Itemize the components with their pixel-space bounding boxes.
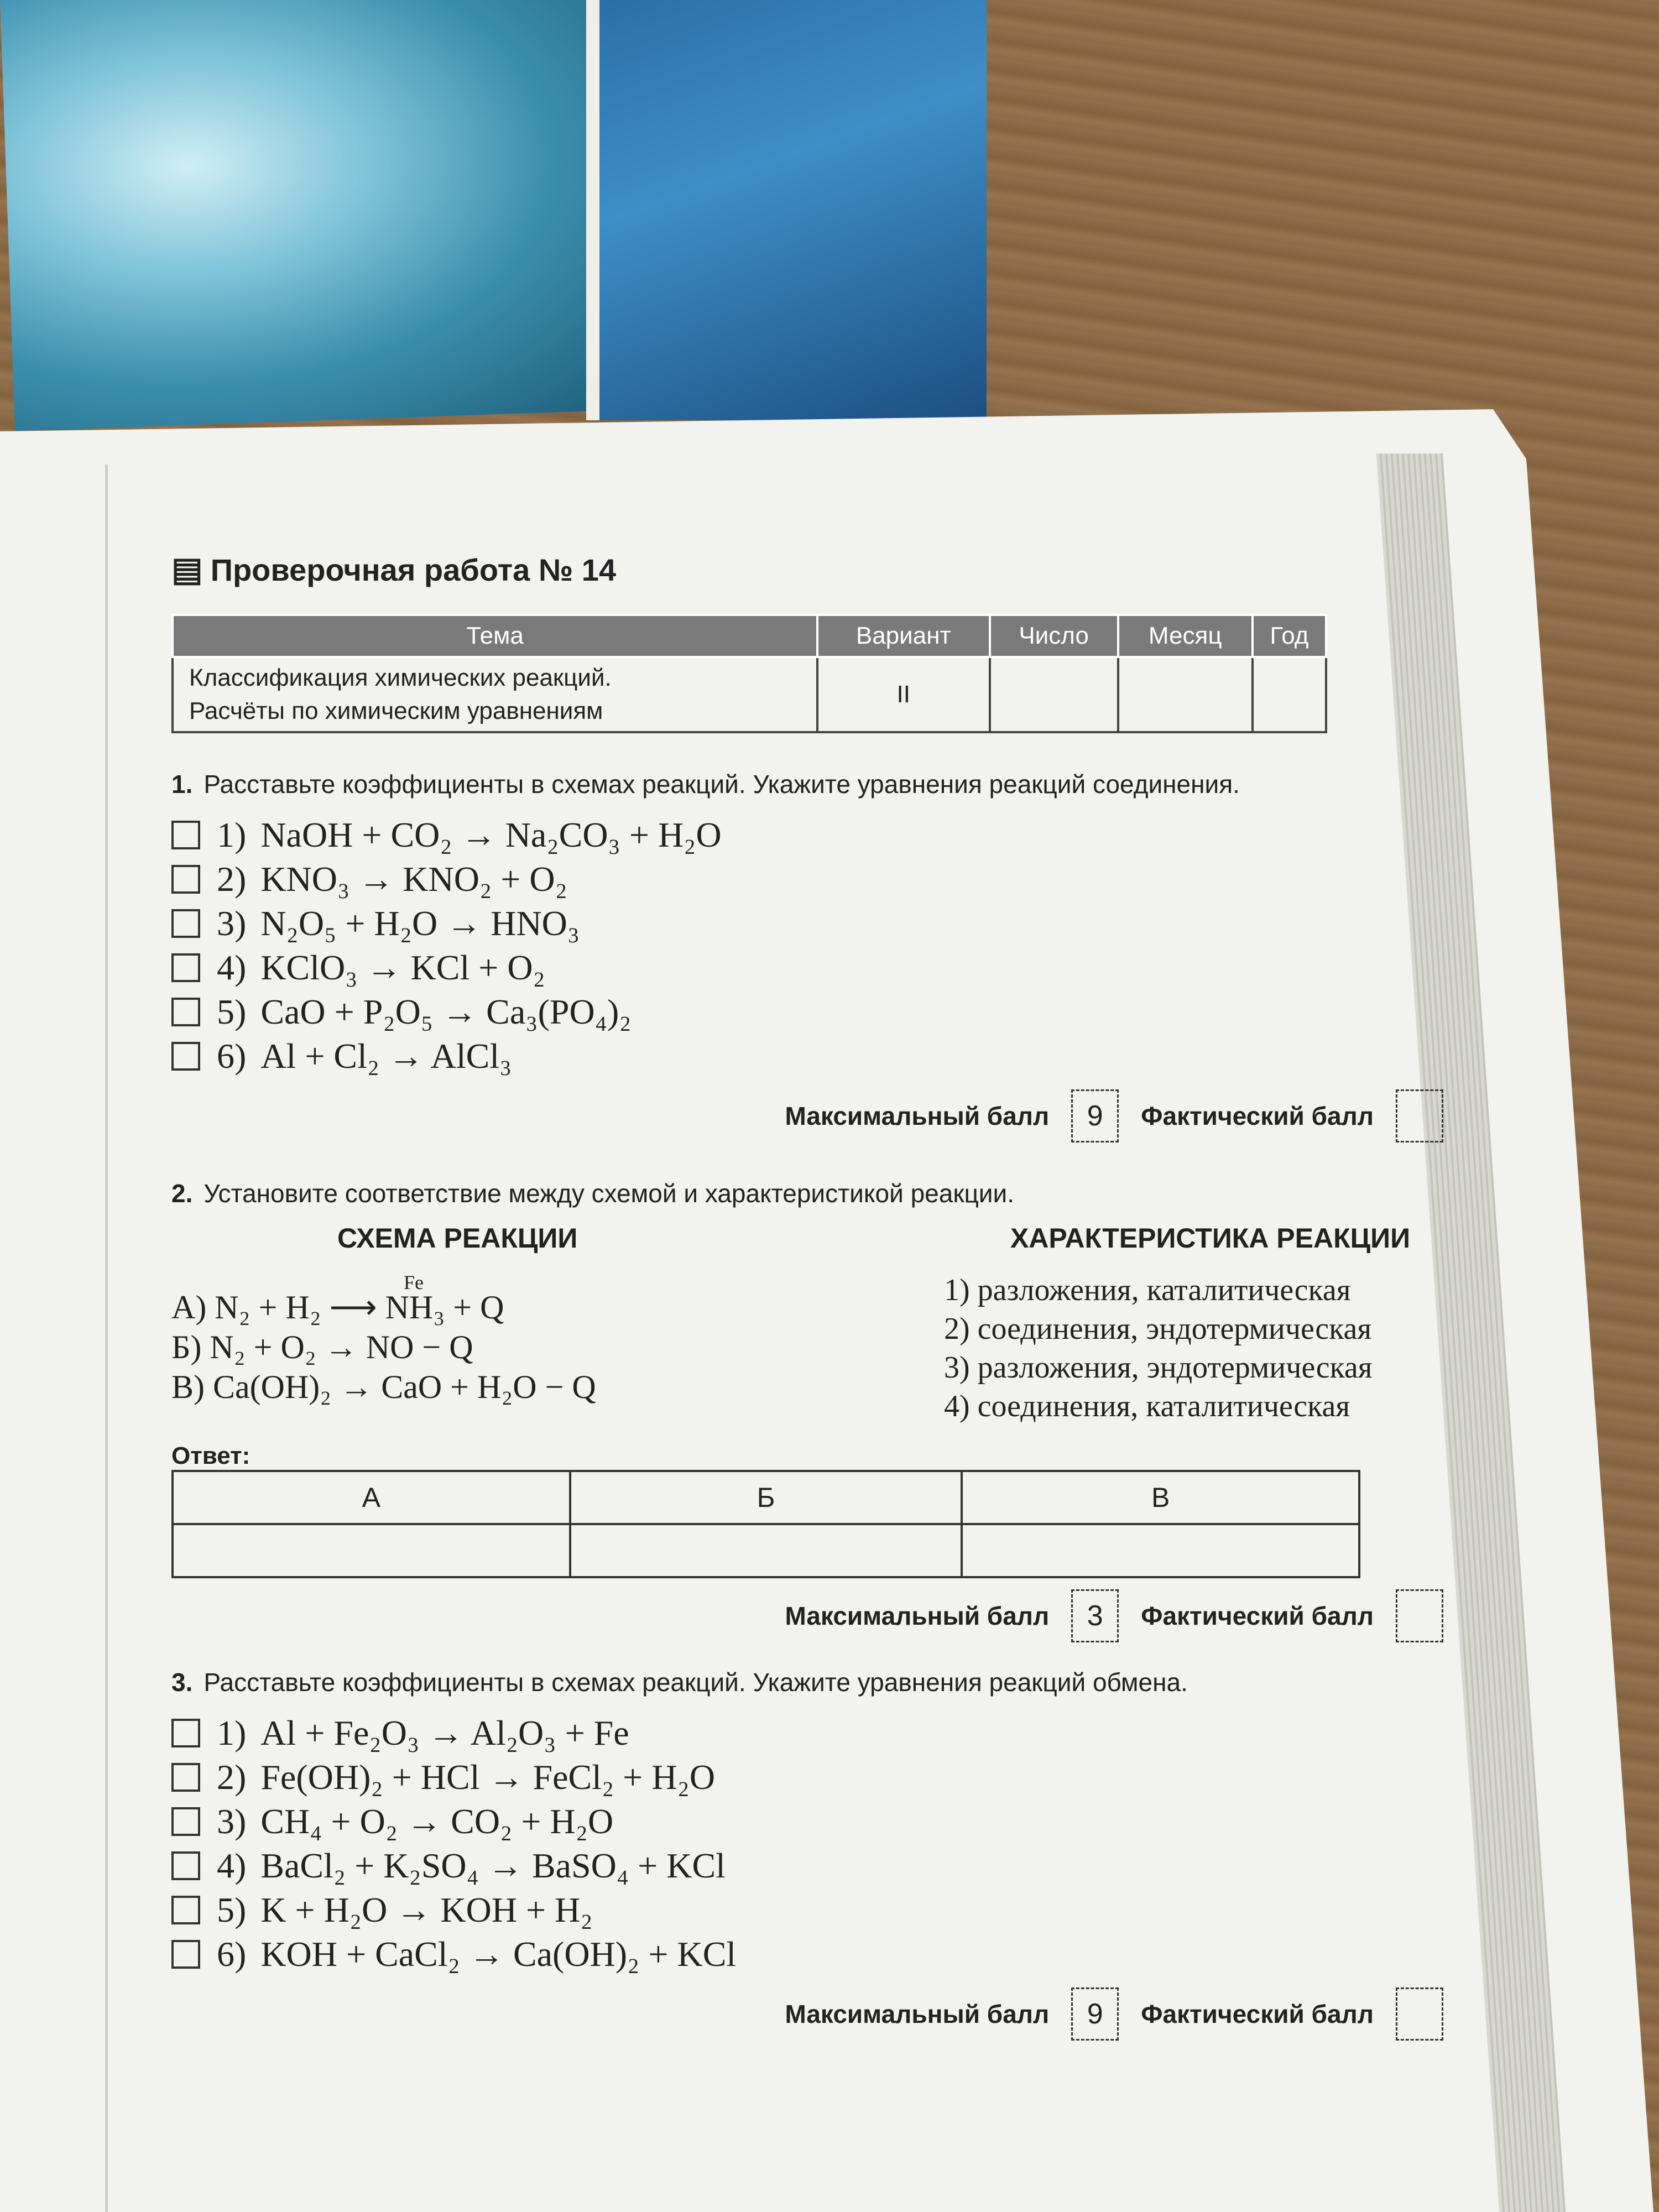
answer-cell-b[interactable]: [570, 1524, 962, 1577]
checkbox[interactable]: [171, 1940, 200, 1969]
textbook-cover: [0, 0, 623, 431]
second-book: [586, 0, 987, 420]
task-2-columns: [171, 1222, 1443, 1426]
col-month: Месяц: [1118, 615, 1253, 657]
checkbox[interactable]: [171, 821, 200, 849]
notebook-icon: ▤: [171, 551, 203, 588]
checkbox[interactable]: [171, 998, 200, 1026]
max-score: 9: [1071, 1987, 1119, 2041]
equation-item: 6) KOH + CaCl₂ → Ca(OH)₂ + KCl: [171, 1932, 1443, 1976]
answer-cell-c[interactable]: [962, 1524, 1359, 1577]
answer-col-a: А: [173, 1471, 570, 1524]
equation-item: 5) K + H₂O → KOH + H₂: [171, 1888, 1443, 1932]
checkbox[interactable]: [171, 865, 200, 894]
actual-score-box[interactable]: [1396, 1987, 1443, 2041]
equation-item: 4) KClO₃ → KCl + O₂: [171, 946, 1443, 990]
page-title: ▤ Проверочная работа № 14: [171, 551, 617, 588]
checkbox[interactable]: [171, 1042, 200, 1071]
info-table: [171, 614, 1327, 733]
max-score: 3: [1071, 1589, 1119, 1642]
task-2: 2. Установите соответствие между схемой и характеристикой реакции.: [171, 1179, 1014, 1208]
answer-cell-a[interactable]: [173, 1524, 570, 1577]
worksheet-content: [171, 547, 1443, 2041]
catalyst-label: Fe: [404, 1271, 424, 1293]
checkbox[interactable]: [171, 953, 200, 982]
equation-item: 6) Al + Cl₂ → AlCl₃: [171, 1034, 1443, 1078]
answer-label: Ответ:: [171, 1442, 251, 1469]
task-3-score: Максимальный балл 9 Фактический балл: [171, 1987, 1443, 2041]
checkbox[interactable]: [171, 1807, 200, 1836]
equation-item: 4) BaCl₂ + K₂SO₄ → BaSO₄ + KCl: [171, 1844, 1443, 1888]
checkbox[interactable]: [171, 1719, 200, 1747]
task-3-items: [171, 1711, 1443, 1976]
page-margin-line: [105, 465, 108, 2212]
equation-item: 2) KNO₃ → KNO₂ + O₂: [171, 857, 1443, 901]
answer-col-c: В: [962, 1471, 1359, 1524]
checkbox[interactable]: [171, 1763, 200, 1792]
checkbox[interactable]: [171, 909, 200, 938]
checkbox[interactable]: [171, 1896, 200, 1924]
equation-item: 1) Al + Fe₂O₃ → Al₂O₃ + Fe: [171, 1711, 1443, 1755]
task-2-score: Максимальный балл 3 Фактический балл: [171, 1589, 1443, 1642]
task-3: 3. Расставьте коэффициенты в схемах реакций. Укажите уравнения реакций обмена.: [171, 1668, 1188, 1697]
actual-score-box[interactable]: [1396, 1589, 1443, 1642]
equation-item: 1) NaOH + CO₂ → Na₂CO₃ + H₂O: [171, 813, 1443, 857]
variant-cell: II: [817, 657, 990, 732]
day-cell[interactable]: [990, 657, 1118, 732]
checkbox[interactable]: [171, 1851, 200, 1880]
equation-item: 3) N₂O₅ + H₂O → HNO₃: [171, 901, 1443, 946]
task-1: 1. Расставьте коэффициенты в схемах реакций. Укажите уравнения реакций соединения.: [171, 770, 1240, 799]
col-variant: Вариант: [817, 615, 990, 657]
equation-item: 2) Fe(OH)₂ + HCl → FeCl₂ + H₂O: [171, 1755, 1443, 1799]
scheme-column: СХЕМА РЕАКЦИИ Fe А) N₂ + H₂ ⟶ NH₃ + Q Б) N₂ + O₂ → NO − Q В) Ca(OH)₂ → CaO + H₂O − Q: [171, 1223, 596, 1405]
task-1-score: Максимальный балл 9 Фактический балл: [171, 1089, 1443, 1142]
col-year: Год: [1253, 615, 1326, 657]
col-topic: Тема: [173, 615, 817, 657]
equation-item: 5) CaO + P₂O₅ → Ca₃(PO₄)₂: [171, 990, 1443, 1034]
col-day: Число: [990, 615, 1118, 657]
answer-table: [171, 1470, 1360, 1578]
month-cell[interactable]: [1118, 657, 1253, 732]
answer-col-b: Б: [570, 1471, 962, 1524]
actual-score-box[interactable]: [1396, 1089, 1443, 1142]
topic-cell: Классификация химических реакций. Расчёты по химическим уравнениям: [173, 657, 817, 732]
max-score: 9: [1071, 1089, 1119, 1142]
equation-item: 3) CH₄ + O₂ → CO₂ + H₂O: [171, 1799, 1443, 1844]
year-cell[interactable]: [1253, 657, 1326, 732]
task-1-items: [171, 813, 1443, 1078]
characteristic-column: ХАРАКТЕРИСТИКА РЕАКЦИИ 1) разложения, каталитическая 2) соединения, эндотермическая 3) разложения, эндотермическая 4) соединения, каталитическая: [943, 1223, 1410, 1423]
